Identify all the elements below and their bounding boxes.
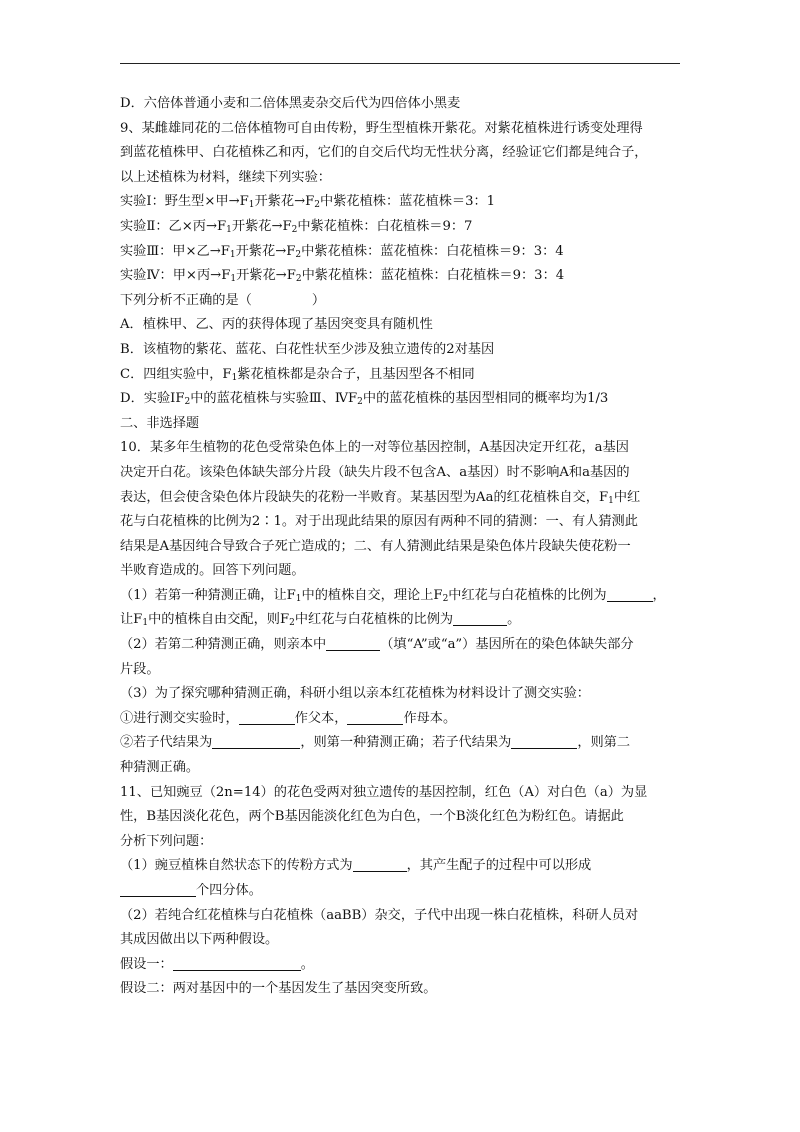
sub-question-10-3: ②若子代结果为 ，则第一种猜测正确；若子代结果为 ，则第二 xyxy=(120,735,631,751)
answer-blank[interactable] xyxy=(353,856,407,872)
answer-blank[interactable] xyxy=(252,292,312,307)
sub-question-10-1: 让$F_1$中的植株自由交配，则$F_2$中红花与白花植株的比例为 。 xyxy=(120,612,521,629)
question-9-line: 9、某雌雄同花的二倍体植物可自由传粉，野生型植株开紫花。对紫花植株进行诱变处理得 xyxy=(120,120,643,136)
sub-question-11-1: （1）豌豆植株自然状态下的传粉方式为 ，其产生配子的过程中可以形成 xyxy=(120,858,592,874)
sub-question-10-2: （2）若第二种猜测正确，则亲本中 （填“A”或“a”）基因所在的染色体缺失部分 xyxy=(120,637,634,653)
sub-question-10-3: 种猜测正确。 xyxy=(120,760,200,776)
answer-blank[interactable] xyxy=(347,709,403,725)
question-10-line: 表达，但会使含染色体片段缺失的花粉一半败育。某基因型为Aa的红花植株自交，$F_1$中红 xyxy=(120,489,641,506)
sub-question-11-1: 个四分体。 xyxy=(120,879,690,904)
question-10-line: 半败育造成的。回答下列问题。 xyxy=(120,563,305,579)
sub-question-10-2: 片段。 xyxy=(120,661,160,677)
question-10-line: 花与白花植株的比例为2∶1。对于出现此结果的原因有两种不同的猜测：一、有人猜测此 xyxy=(120,514,638,530)
answer-blank[interactable] xyxy=(453,610,507,626)
experiment-3: 实验Ⅲ：甲×乙$\to F_1$开紫花$\to F_2$中紫花植株：蓝花植株：白花植株＝9：3：4 xyxy=(120,243,564,260)
page-content xyxy=(120,92,690,1002)
answer-blank[interactable] xyxy=(239,709,295,725)
header-rule xyxy=(120,63,680,64)
answer-blank[interactable] xyxy=(607,586,653,602)
section-heading: 二、非选择题 xyxy=(120,415,200,431)
sub-question-11-2: （2）若纯合红花植株与白花植株（aaBB）杂交，子代中出现一株白花植株，科研人员对 xyxy=(120,907,639,923)
question-10-line: 10．某多年生植物的花色受常染色体上的一对等位基因控制，A基因决定开红花，a基因 xyxy=(120,440,629,456)
question-11-line: 性，B基因淡化花色，两个B基因能淡化红色为白色，一个B淡化红色为粉红色。请据此 xyxy=(120,809,624,825)
sub-question-10-3: ①进行测交实验时， 作父本， 作母本。 xyxy=(120,710,457,726)
answer-blank[interactable] xyxy=(511,733,577,749)
answer-blank[interactable] xyxy=(173,955,301,971)
sub-question-10-1: （1）若第一种猜测正确，让$F_1$中的植株自交，理论上$F_2$中红花与白花植株的比例为 ， xyxy=(120,587,666,604)
hypothesis-2: 假设二：两对基因中的一个基因发生了基因突变所致。 xyxy=(120,981,437,997)
option-d: D．实验$ⅠF_2$中的蓝花植株与实验Ⅲ、$ⅣF_2$中的蓝花植株的基因型相同的概率均为1/3 xyxy=(120,391,609,408)
question-9-line: 以上述植株为材料，继续下列实验： xyxy=(120,169,331,185)
option-d-q8: D．六倍体普通小麦和二倍体黑麦杂交后代为四倍体小黑麦 xyxy=(120,96,461,111)
question-9-line: 到蓝花植株甲、白花植株乙和丙，它们的自交后代均无性状分离，经验证它们都是纯合子， xyxy=(120,145,648,161)
experiment-2: 实验Ⅱ：乙×丙$\to F_1$开紫花$\to F_2$中紫花植株：白花植株＝9：7 xyxy=(120,218,473,235)
question-9-prompt: 下列分析不正确的是（ ） xyxy=(120,292,326,308)
hypothesis-1: 假设一： 。 xyxy=(120,956,314,972)
sub-question-10-3: （3）为了探究哪种猜测正确，科研小组以亲本红花植株为材料设计了测交实验： xyxy=(120,686,590,702)
experiment-1: 实验Ⅰ：野生型×甲$\to F_1$开紫花$\to F_2$中紫花植株：蓝花植株＝3：1 xyxy=(120,194,496,211)
option-a: A．植株甲、乙、丙的获得体现了基因突变具有随机性 xyxy=(120,317,433,333)
answer-blank[interactable] xyxy=(326,635,380,651)
answer-blank[interactable] xyxy=(120,881,196,897)
answer-blank[interactable] xyxy=(212,733,300,749)
experiment-4: 实验Ⅳ：甲×丙$\to F_1$开紫花$\to F_2$中紫花植株：蓝花植株：白花植株＝9：3：4 xyxy=(120,268,565,285)
option-b: B．该植物的紫花、蓝花、白花性状至少涉及独立遗传的2对基因 xyxy=(120,341,495,357)
option-c: C．四组实验中，$F_1$紫花植株都是杂合子，且基因型各不相同 xyxy=(120,366,475,383)
question-11-line: 分析下列问题： xyxy=(120,833,213,849)
question-10-line: 结果是A基因纯合导致合子死亡造成的；二、有人猜测此结果是染色体片段缺失使花粉一 xyxy=(120,538,631,554)
question-10-line: 决定开白花。该染色体缺失部分片段（缺失片段不包含A、a基因）时不影响A和a基因的 xyxy=(120,464,630,480)
question-11-line: 11、已知豌豆（2n=14）的花色受两对独立遗传的基因控制，红色（A）对白色（a）为显 xyxy=(120,784,648,800)
sub-question-11-2: 其成因做出以下两种假设。 xyxy=(120,932,279,948)
